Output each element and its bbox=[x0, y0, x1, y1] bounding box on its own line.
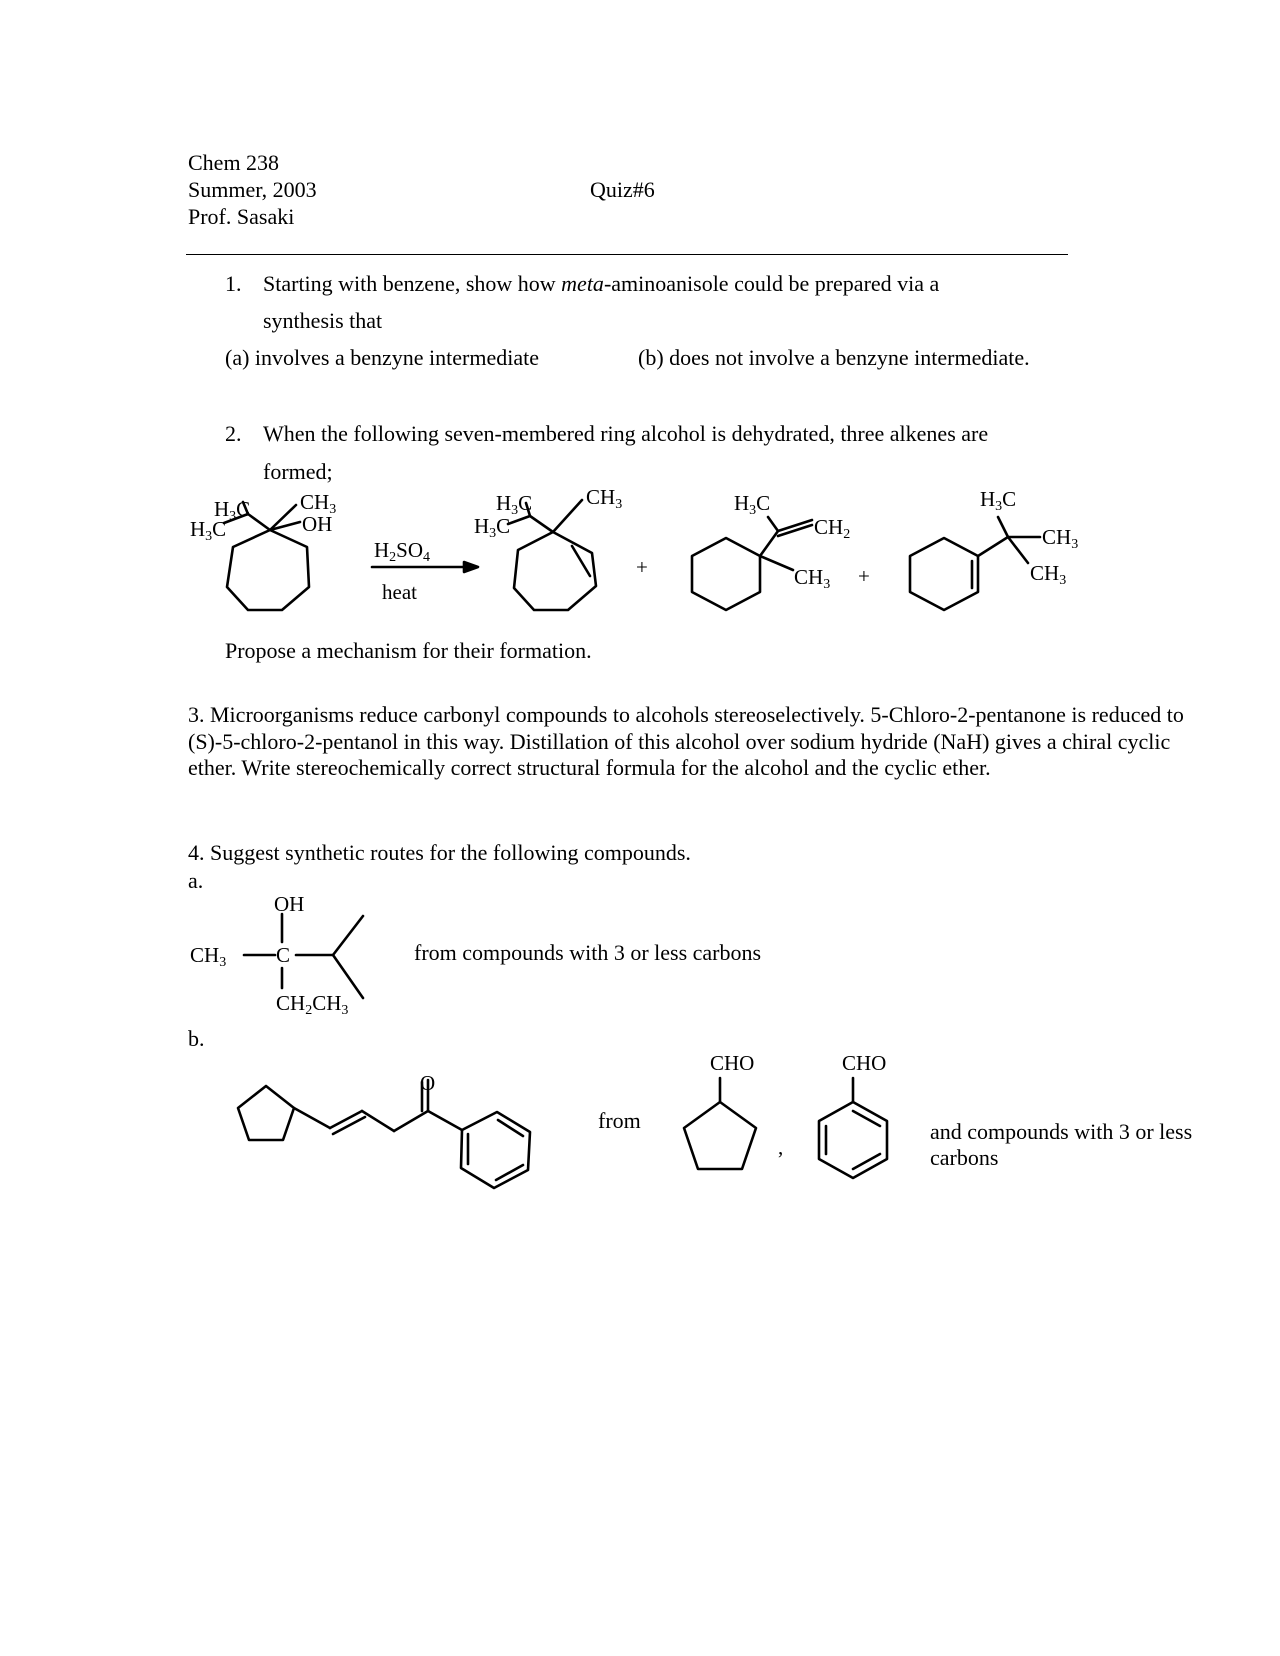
product-1-ring bbox=[508, 500, 596, 610]
q2-sm-h3c-left: $H_3C$ bbox=[190, 517, 227, 544]
q4b-label: b. bbox=[188, 1026, 205, 1051]
q2-line1: When the following seven-membered ring alcohol is dehydrated, three alkenes are bbox=[263, 421, 989, 446]
q2-sm-ch3: $CH_3$ bbox=[300, 490, 337, 517]
plus-1: + bbox=[636, 555, 648, 579]
q4a-label: a. bbox=[188, 868, 204, 893]
q2-condition: heat bbox=[382, 580, 417, 604]
plus-2: + bbox=[858, 564, 870, 588]
p1-ch3: $CH_3$ bbox=[586, 485, 623, 512]
professor: Prof. Sasaki bbox=[188, 204, 295, 229]
product-2-ring bbox=[692, 517, 812, 610]
q2-sm-oh: OH bbox=[302, 512, 333, 536]
p3-ch3-upper: $CH_3$ bbox=[1042, 525, 1079, 552]
q4b-from: from bbox=[598, 1108, 641, 1133]
p3-h3c: $H_3C$ bbox=[980, 487, 1017, 514]
q4b-target-structure bbox=[238, 1080, 530, 1188]
q4b-source-line2: carbons bbox=[930, 1145, 999, 1170]
q4a-ch3: $CH_3$ bbox=[190, 943, 227, 970]
course-name: Chem 238 bbox=[188, 150, 280, 175]
q4a-source: from compounds with 3 or less carbons bbox=[414, 940, 762, 965]
p1-h3c-top: $H_3C$ bbox=[496, 491, 533, 518]
q4-intro: 4. Suggest synthetic routes for the following compounds. bbox=[188, 840, 691, 865]
q1-part-b: (b) does not involve a benzyne intermediate. bbox=[638, 345, 1030, 370]
q1-line2: synthesis that bbox=[263, 308, 383, 333]
q4b-cyclopentane-cho bbox=[684, 1078, 756, 1169]
q4b-cho-2: CHO bbox=[842, 1051, 887, 1075]
q2-number: 2. bbox=[225, 421, 242, 446]
q3-text: 3. Microorganisms reduce carbonyl compounds to alcohols stereoselectively. 5-Chloro-2-pentanone is reduced to (S)-5-chloro-2-pentanol in this way. Distillation of this alcohol over sodium hydride (NaH) gives a chiral cyclic ether. Write stereochemically correct structural formula for the alcohol and the cyclic ether. bbox=[188, 702, 1184, 780]
p2-ch2: $CH_2$ bbox=[814, 515, 851, 542]
q2-sm-h3c-top: $H_3C$ bbox=[214, 497, 251, 524]
q4b-benzaldehyde bbox=[819, 1078, 887, 1178]
q4b-carbonyl-o: O bbox=[420, 1071, 436, 1095]
quiz-title: Quiz#6 bbox=[590, 177, 655, 202]
q4a-ethyl: $CH_2CH_3$ bbox=[276, 991, 349, 1018]
q4b-cho-1: CHO bbox=[710, 1051, 755, 1075]
q4b-comma: , bbox=[778, 1135, 784, 1159]
p2-ch3: $CH_3$ bbox=[794, 565, 831, 592]
q2-footer: Propose a mechanism for their formation. bbox=[225, 638, 592, 663]
q2-reagent: $H_2SO_4$ bbox=[374, 538, 431, 565]
p2-h3c: $H_3C$ bbox=[734, 491, 771, 518]
term: Summer, 2003 bbox=[188, 177, 317, 202]
product-3-ring bbox=[910, 517, 1040, 610]
q4a-structure bbox=[244, 914, 363, 998]
q4a-c: C bbox=[276, 943, 291, 967]
q2-line2: formed; bbox=[263, 459, 333, 484]
q4b-source-line1: and compounds with 3 or less bbox=[930, 1119, 1193, 1144]
p1-h3c-left: $H_3C$ bbox=[474, 514, 511, 541]
q1-part-a: (a) involves a benzyne intermediate bbox=[225, 345, 539, 370]
q1-number: 1. bbox=[225, 271, 242, 296]
p3-ch3-lower: $CH_3$ bbox=[1030, 561, 1067, 588]
q4a-oh: OH bbox=[274, 892, 305, 916]
q1-line1: Starting with benzene, show how meta-aminoanisole could be prepared via a bbox=[263, 271, 940, 296]
